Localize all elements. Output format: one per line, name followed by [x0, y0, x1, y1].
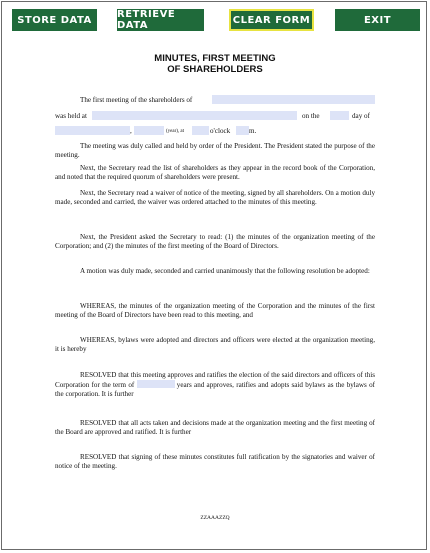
paragraph-1: The meeting was duly called and held by order of the President. The President stated the purpose of the meeting. — [55, 142, 375, 159]
term-years-field[interactable] — [137, 380, 175, 388]
corporation-name-field[interactable] — [212, 95, 375, 104]
paragraph-3: Next, the Secretary read a waiver of notice of the meeting, signed by all shareholders. On a motion duly made, seconded and carried, the waiver was ordered attached to the minutes of this meeting. — [55, 189, 375, 206]
meeting-month-field[interactable] — [55, 126, 130, 135]
intro-text-day-of: day of — [352, 112, 370, 120]
document-title: MINUTES, FIRST MEETING — [154, 53, 276, 64]
paragraph-4: Next, the President asked the Secretary to read: (1) the minutes of the organization meeting of the Corporation; and (2) the minutes of the first meeting of the Board of Directors. — [55, 233, 375, 250]
paragraph-2: Next, the Secretary read the list of shareholders as they appear in the record book of the Corporation, and noted that the required quorum of shareholders were present. — [55, 164, 375, 181]
retrieve-data-button[interactable]: RETRIEVE DATA — [117, 9, 204, 31]
paragraph-8-part-2: years and approves, ratifies and adopts said bylaws as the bylaws of the corporation. It is further — [55, 381, 375, 398]
clear-form-button[interactable]: CLEAR FORM — [229, 9, 314, 31]
paragraph-5: A motion was duly made, seconded and carried unanimously that the following resolution be adopted: — [80, 267, 370, 275]
intro-text-on-the: on the — [302, 112, 320, 120]
paragraph-7: WHEREAS, bylaws were adopted and directors and officers were elected at the organization meeting, it is hereby — [55, 336, 375, 353]
meridiem-suffix: m. — [249, 127, 257, 135]
comma: , — [130, 127, 132, 135]
paragraph-8 — [55, 371, 375, 399]
document-subtitle: OF SHAREHOLDERS — [167, 64, 263, 75]
am-pm-field[interactable] — [236, 126, 249, 135]
intro-text-1: The first meeting of the shareholders of — [80, 96, 193, 104]
paragraph-6: WHEREAS, the minutes of the organization meeting of the Corporation and the minutes of the first meeting of the Board of Directors have been read to this meeting, and — [55, 302, 375, 319]
year-label: (year), at — [166, 129, 185, 134]
document-code: ZZAAAZZQ — [200, 515, 230, 521]
exit-button[interactable]: EXIT — [335, 9, 420, 31]
store-data-button[interactable]: STORE DATA — [12, 9, 97, 31]
paragraph-8-part-1: RESOLVED that this meeting approves and ratifies the election of the said directors and officers of this Corporation for the term of — [55, 371, 375, 389]
paragraph-9: RESOLVED that all acts taken and decisions made at the organization meeting and the first meeting of the Board are approved and ratified. It is further — [55, 419, 375, 436]
intro-text-2: was held at — [55, 112, 87, 120]
meeting-location-field[interactable] — [92, 111, 297, 120]
oclock-label: o'clock — [210, 127, 231, 135]
meeting-year-field[interactable] — [134, 126, 164, 135]
meeting-day-field[interactable] — [330, 111, 349, 120]
paragraph-10: RESOLVED that signing of these minutes constitutes full ratification by the signatories and waiver of notice of the meeting. — [55, 453, 375, 470]
meeting-hour-field[interactable] — [192, 126, 209, 135]
